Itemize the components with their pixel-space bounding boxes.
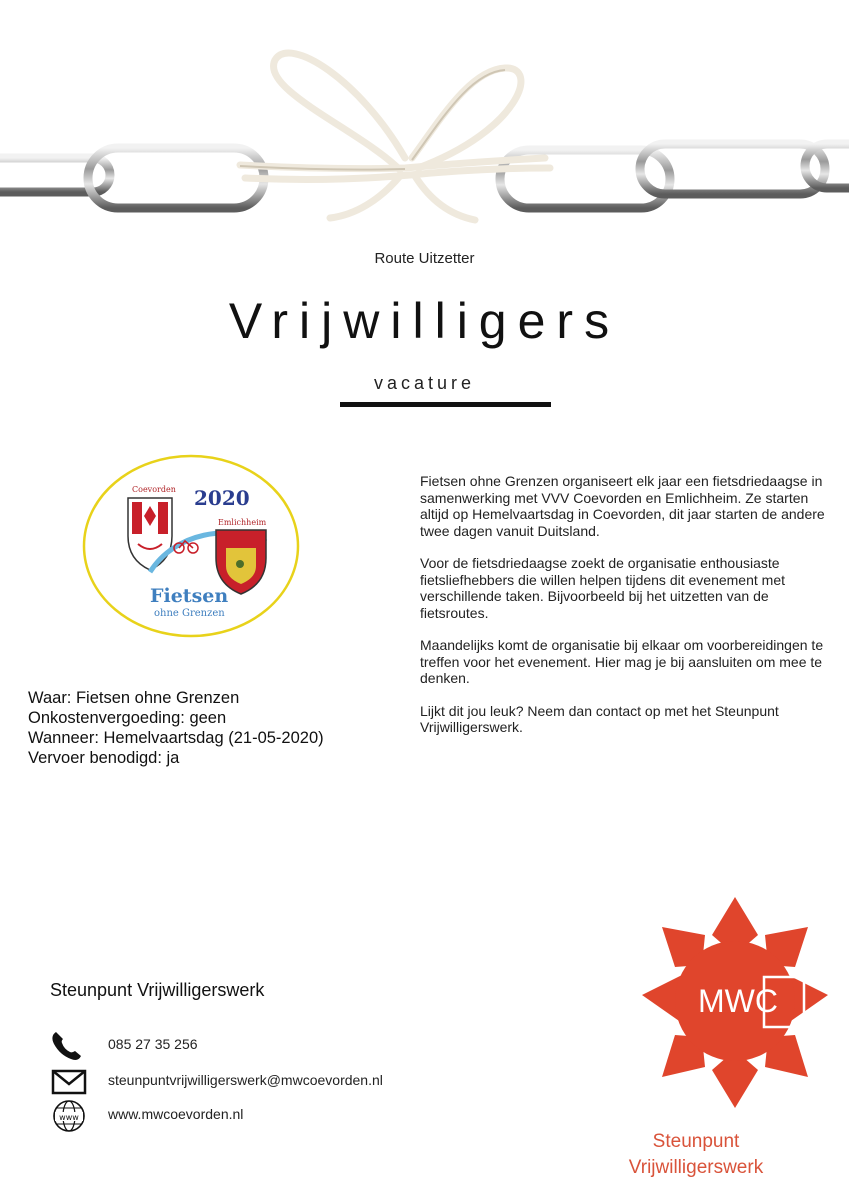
vacancy-label: vacature bbox=[373, 373, 476, 393]
coevorden-shield-icon bbox=[128, 498, 172, 570]
job-description bbox=[420, 473, 830, 752]
description-paragraph: Fietsen ohne Grenzen organiseert elk jaar een fietsdriedaagse in samenwerking met VVV Coevorden en Emlichheim. Ze starten altijd op Hemelvaartsdag in Coevorden, dit jaar starten de andere twee dagen vanuit Duitsland. bbox=[420, 473, 825, 539]
detail-transport: Vervoer benodigd: ja bbox=[28, 749, 180, 767]
detail-location: Waar: Fietsen ohne Grenzen bbox=[28, 689, 240, 707]
description-paragraph: Maandelijks komt de organisatie bij elkaar om voorbereidingen te treffen voor het evenement. Hier mag je bij aansluiten om mee te denken. bbox=[420, 637, 824, 686]
logo-town-right: Emlichheim bbox=[218, 518, 267, 527]
globe-www-icon bbox=[48, 1098, 88, 1132]
brand-name-line2: Vrijwilligerswerk bbox=[628, 1157, 764, 1178]
page-title: Vrijwilligers bbox=[228, 293, 621, 349]
phone-icon bbox=[48, 1028, 88, 1062]
contact-email[interactable]: steunpuntvrijwilligerswerk@mwcoevorden.nl bbox=[108, 1072, 383, 1088]
detail-date: Wanneer: Hemelvaartsdag (21-05-2020) bbox=[28, 729, 324, 747]
logo-name-line1: Fietsen bbox=[150, 585, 229, 607]
title-underline bbox=[340, 402, 551, 407]
detail-compensation: Onkostenvergoeding: geen bbox=[28, 709, 227, 727]
description-paragraph: Lijkt dit jou leuk? Neem dan contact op met het Steunpunt Vrijwilligerswerk. bbox=[420, 702, 779, 735]
contact-org-name: Steunpunt Vrijwilligerswerk bbox=[50, 980, 265, 1000]
logo-name-line2: ohne Grenzen bbox=[154, 608, 225, 619]
logo-town-left: Coevorden bbox=[132, 485, 176, 494]
job-subtitle: Route Uitzetter bbox=[374, 250, 475, 267]
contact-phone[interactable]: 085 27 35 256 bbox=[108, 1036, 198, 1052]
globe-www-text: www bbox=[59, 1113, 79, 1122]
chain-with-string-illustration bbox=[0, 40, 849, 230]
envelope-icon bbox=[48, 1064, 88, 1098]
fietsen-ohne-grenzen-logo bbox=[80, 452, 302, 640]
mwc-star-logo bbox=[640, 895, 830, 1110]
logo-year: 2020 bbox=[194, 486, 250, 510]
brand-name-line1: Steunpunt bbox=[652, 1131, 740, 1152]
contact-website[interactable]: www.mwcoevorden.nl bbox=[108, 1106, 244, 1122]
mwc-logo-text: MWC bbox=[698, 983, 778, 1019]
description-paragraph: Voor de fietsdriedaagse zoekt de organisatie enthousiaste fietsliefhebbers die willen helpen tijdens dit evenement met verschillende taken. Bijvoorbeeld bij het uitzetten van de fietsroutes. bbox=[420, 555, 785, 621]
job-details bbox=[28, 688, 398, 768]
